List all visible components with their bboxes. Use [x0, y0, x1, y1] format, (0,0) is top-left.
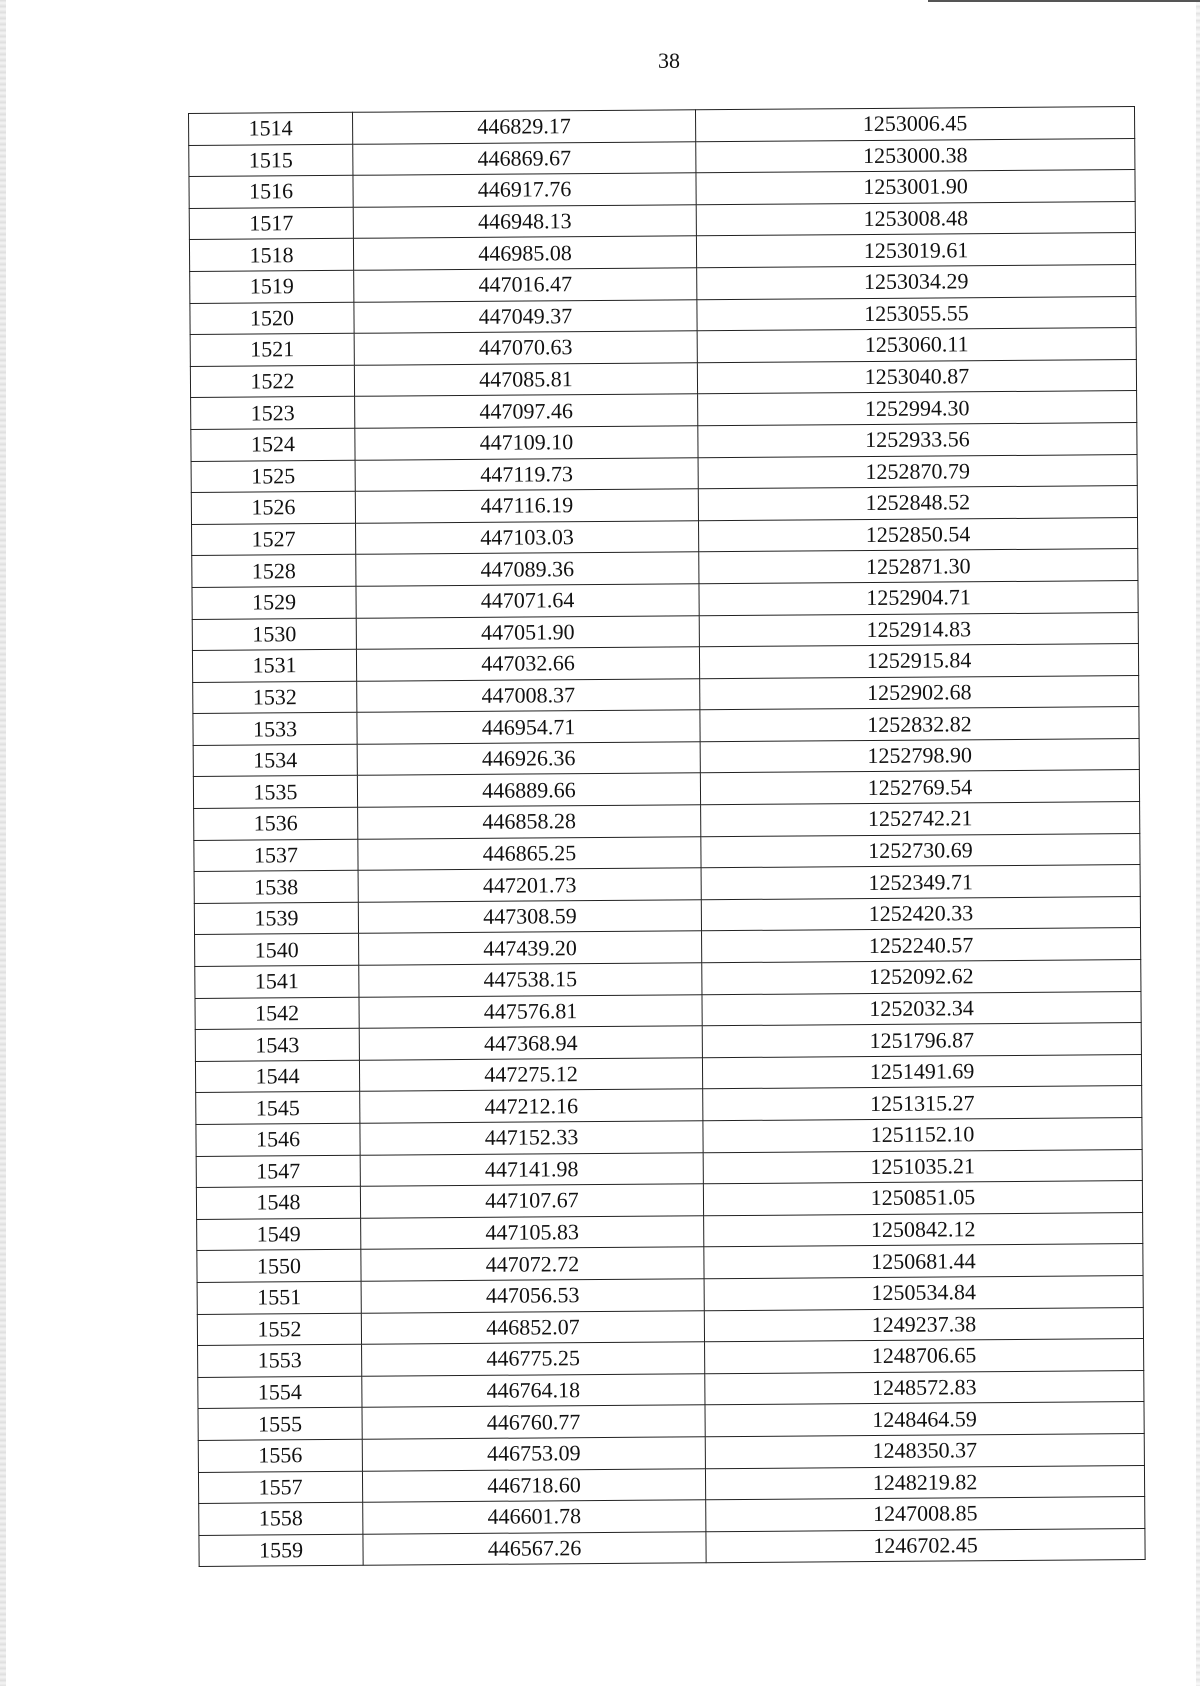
y-coordinate-cell: 1248350.37 [705, 1433, 1144, 1468]
y-coordinate-cell: 1250681.44 [704, 1244, 1143, 1279]
x-coordinate-cell: 447103.03 [356, 520, 699, 554]
y-coordinate-cell: 1252420.33 [701, 896, 1140, 931]
y-coordinate-cell: 1252769.54 [700, 770, 1139, 805]
y-coordinate-cell: 1248706.65 [705, 1339, 1144, 1374]
x-coordinate-cell: 446829.17 [352, 110, 695, 144]
point-number-cell: 1548 [196, 1186, 360, 1219]
point-number-cell: 1523 [191, 397, 355, 430]
x-coordinate-cell: 446760.77 [362, 1405, 705, 1439]
point-number-cell: 1518 [189, 239, 353, 272]
x-coordinate-cell: 447141.98 [360, 1152, 703, 1186]
point-number-cell: 1519 [190, 270, 354, 303]
point-number-cell: 1520 [190, 302, 354, 335]
x-coordinate-cell: 447032.66 [356, 647, 699, 681]
x-coordinate-cell: 447089.36 [356, 552, 699, 586]
x-coordinate-cell: 447051.90 [356, 615, 699, 649]
y-coordinate-cell: 1252848.52 [698, 486, 1137, 521]
point-number-cell: 1551 [197, 1281, 361, 1314]
point-number-cell: 1535 [193, 776, 357, 809]
y-coordinate-cell: 1252871.30 [699, 549, 1138, 584]
point-number-cell: 1550 [197, 1250, 361, 1283]
point-number-cell: 1540 [195, 934, 359, 967]
x-coordinate-cell: 446567.26 [363, 1531, 706, 1565]
point-number-cell: 1544 [195, 1060, 359, 1093]
point-number-cell: 1533 [193, 713, 357, 746]
y-coordinate-cell: 1253060.11 [697, 328, 1136, 363]
y-coordinate-cell: 1253001.90 [696, 170, 1135, 205]
x-coordinate-cell: 447072.72 [361, 1247, 704, 1281]
y-coordinate-cell: 1251315.27 [703, 1086, 1142, 1121]
x-coordinate-cell: 446865.25 [358, 836, 701, 870]
y-coordinate-cell: 1251152.10 [703, 1118, 1142, 1153]
y-coordinate-cell: 1251035.21 [703, 1149, 1142, 1184]
x-coordinate-cell: 447116.19 [355, 489, 698, 523]
point-number-cell: 1538 [194, 871, 358, 904]
y-coordinate-cell: 1253034.29 [697, 265, 1136, 300]
x-coordinate-cell: 447576.81 [359, 994, 702, 1028]
point-number-cell: 1528 [192, 555, 356, 588]
y-coordinate-cell: 1253055.55 [697, 296, 1136, 331]
y-coordinate-cell: 1251491.69 [702, 1054, 1141, 1089]
point-number-cell: 1525 [191, 460, 355, 493]
x-coordinate-cell: 447071.64 [356, 584, 699, 618]
y-coordinate-cell: 1248572.83 [705, 1370, 1144, 1405]
y-coordinate-cell: 1249237.38 [704, 1307, 1143, 1342]
y-coordinate-cell: 1252032.34 [702, 991, 1141, 1026]
point-number-cell: 1552 [197, 1313, 361, 1346]
y-coordinate-cell: 1252349.71 [701, 865, 1140, 900]
point-number-cell: 1553 [198, 1344, 362, 1377]
y-coordinate-cell: 1251796.87 [702, 1023, 1141, 1058]
point-number-cell: 1558 [199, 1502, 363, 1535]
y-coordinate-cell: 1252870.79 [698, 454, 1137, 489]
point-number-cell: 1536 [194, 807, 358, 840]
y-coordinate-cell: 1252240.57 [702, 928, 1141, 963]
point-number-cell: 1555 [198, 1408, 362, 1441]
point-number-cell: 1545 [196, 1092, 360, 1125]
coordinate-table [188, 106, 1146, 1567]
y-coordinate-cell: 1253000.38 [696, 138, 1135, 173]
x-coordinate-cell: 447538.15 [359, 963, 702, 997]
y-coordinate-cell: 1253040.87 [697, 359, 1136, 394]
y-coordinate-cell: 1252742.21 [701, 802, 1140, 837]
x-coordinate-cell: 447368.94 [359, 1026, 702, 1060]
scan-edge-left [0, 0, 6, 1686]
point-number-cell: 1556 [198, 1439, 362, 1472]
y-coordinate-cell: 1252915.84 [699, 644, 1138, 679]
y-coordinate-cell: 1253019.61 [696, 233, 1135, 268]
x-coordinate-cell: 447439.20 [359, 931, 702, 965]
x-coordinate-cell: 446985.08 [353, 236, 696, 270]
point-number-cell: 1546 [196, 1123, 360, 1156]
x-coordinate-cell: 446954.71 [357, 710, 700, 744]
x-coordinate-cell: 447056.53 [361, 1279, 704, 1313]
point-number-cell: 1529 [192, 586, 356, 619]
x-coordinate-cell: 446775.25 [362, 1342, 705, 1376]
y-coordinate-cell: 1252994.30 [698, 391, 1137, 426]
point-number-cell: 1559 [199, 1534, 363, 1567]
x-coordinate-cell: 446764.18 [362, 1373, 705, 1407]
point-number-cell: 1549 [197, 1218, 361, 1251]
table-row [199, 1528, 1145, 1567]
point-number-cell: 1534 [193, 744, 357, 777]
y-coordinate-cell: 1246702.45 [706, 1528, 1145, 1563]
page-number: 38 [658, 48, 680, 73]
x-coordinate-cell: 447085.81 [354, 363, 697, 397]
x-coordinate-cell: 447097.46 [355, 394, 698, 428]
y-coordinate-cell: 1252933.56 [698, 422, 1137, 457]
y-coordinate-cell: 1248464.59 [705, 1402, 1144, 1437]
point-number-cell: 1543 [195, 1028, 359, 1061]
x-coordinate-cell: 447049.37 [354, 299, 697, 333]
scan-edge-right [1196, 0, 1200, 1686]
y-coordinate-cell: 1252092.62 [702, 960, 1141, 995]
x-coordinate-cell: 447201.73 [358, 868, 701, 902]
x-coordinate-cell: 447008.37 [357, 678, 700, 712]
x-coordinate-cell: 447308.59 [358, 900, 701, 934]
y-coordinate-cell: 1252904.71 [699, 580, 1138, 615]
y-coordinate-cell: 1252850.54 [699, 517, 1138, 552]
point-number-cell: 1539 [194, 902, 358, 935]
point-number-cell: 1547 [196, 1155, 360, 1188]
x-coordinate-cell: 446858.28 [358, 805, 701, 839]
point-number-cell: 1557 [198, 1471, 362, 1504]
point-number-cell: 1532 [193, 681, 357, 714]
x-coordinate-cell: 447212.16 [360, 1089, 703, 1123]
coordinate-table-body [189, 107, 1146, 1567]
x-coordinate-cell: 447119.73 [355, 457, 698, 491]
x-coordinate-cell: 447105.83 [361, 1216, 704, 1250]
y-coordinate-cell: 1250851.05 [703, 1181, 1142, 1216]
y-coordinate-cell: 1252730.69 [701, 833, 1140, 868]
x-coordinate-cell: 446869.67 [353, 141, 696, 175]
x-coordinate-cell: 446718.60 [362, 1468, 705, 1502]
y-coordinate-cell: 1253008.48 [696, 201, 1135, 236]
point-number-cell: 1526 [191, 491, 355, 524]
x-coordinate-cell: 446852.07 [361, 1310, 704, 1344]
scan-top-rule [928, 0, 1200, 2]
x-coordinate-cell: 447152.33 [360, 1121, 703, 1155]
x-coordinate-cell: 446753.09 [362, 1437, 705, 1471]
x-coordinate-cell: 446889.66 [357, 773, 700, 807]
x-coordinate-cell: 447109.10 [355, 426, 698, 460]
y-coordinate-cell: 1250842.12 [704, 1212, 1143, 1247]
x-coordinate-cell: 447107.67 [360, 1184, 703, 1218]
point-number-cell: 1542 [195, 997, 359, 1030]
y-coordinate-cell: 1247008.85 [706, 1497, 1145, 1532]
point-number-cell: 1531 [192, 649, 356, 682]
point-number-cell: 1530 [192, 618, 356, 651]
x-coordinate-cell: 447070.63 [354, 331, 697, 365]
x-coordinate-cell: 447275.12 [359, 1058, 702, 1092]
y-coordinate-cell: 1253006.45 [695, 107, 1134, 142]
point-number-cell: 1524 [191, 428, 355, 461]
point-number-cell: 1514 [189, 112, 353, 145]
x-coordinate-cell: 447016.47 [354, 268, 697, 302]
y-coordinate-cell: 1250534.84 [704, 1275, 1143, 1310]
point-number-cell: 1517 [189, 207, 353, 240]
point-number-cell: 1516 [189, 175, 353, 208]
y-coordinate-cell: 1252902.68 [700, 675, 1139, 710]
point-number-cell: 1537 [194, 839, 358, 872]
point-number-cell: 1554 [198, 1376, 362, 1409]
x-coordinate-cell: 446601.78 [363, 1500, 706, 1534]
y-coordinate-cell: 1248219.82 [705, 1465, 1144, 1500]
point-number-cell: 1521 [190, 333, 354, 366]
point-number-cell: 1527 [192, 523, 356, 556]
x-coordinate-cell: 446926.36 [357, 742, 700, 776]
y-coordinate-cell: 1252914.83 [699, 612, 1138, 647]
point-number-cell: 1522 [190, 365, 354, 398]
point-number-cell: 1541 [195, 965, 359, 998]
x-coordinate-cell: 446948.13 [353, 205, 696, 239]
x-coordinate-cell: 446917.76 [353, 173, 696, 207]
point-number-cell: 1515 [189, 144, 353, 177]
y-coordinate-cell: 1252832.82 [700, 707, 1139, 742]
y-coordinate-cell: 1252798.90 [700, 738, 1139, 773]
